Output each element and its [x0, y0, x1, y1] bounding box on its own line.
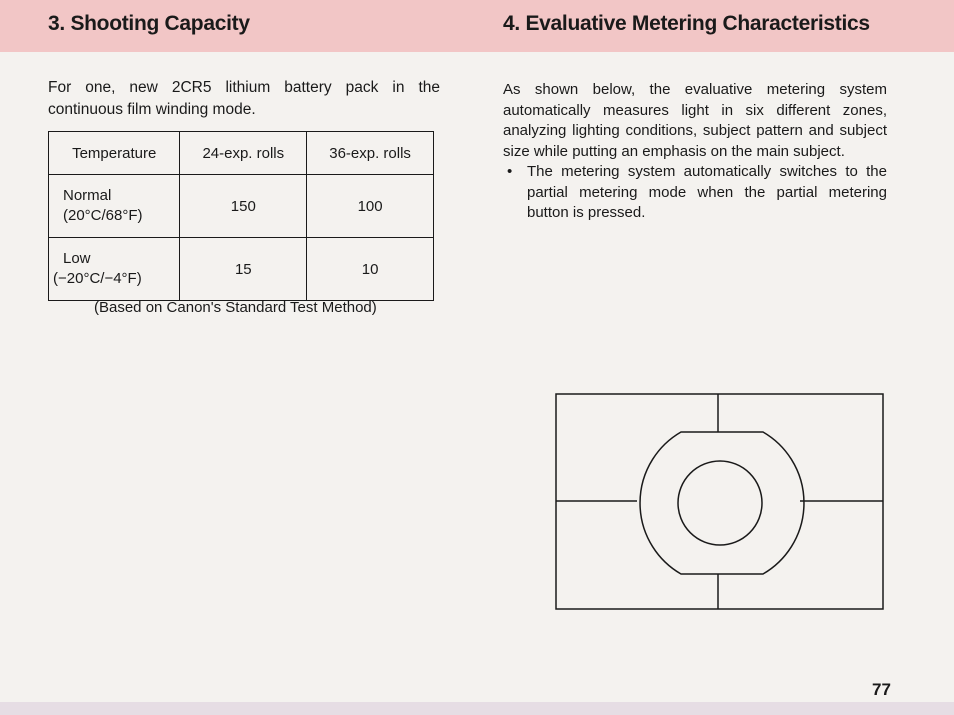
evaluative-metering-text: [503, 80, 887, 224]
shooting-capacity-intro: For one, new 2CR5 lithium battery pack in the continuous film winding mode.: [48, 79, 440, 118]
heading-shooting-capacity: 3. Shooting Capacity: [48, 12, 250, 35]
heading-evaluative-metering: 4. Evaluative Metering Characteristics: [503, 12, 870, 35]
cell-24-exp: 150: [180, 175, 307, 238]
row-label-line2: (−20°C/−4°F): [53, 270, 142, 287]
row-label-normal: [49, 175, 180, 238]
cell-24-exp: 15: [180, 238, 307, 301]
table-row: [49, 175, 434, 238]
metering-paragraph: As shown below, the evaluative metering system automatically measures light in six different zones, analyzing lighting conditions, subject pattern and subject size while putting an emphasis on the main subject.: [503, 81, 887, 160]
row-label-line1: Normal: [63, 187, 112, 204]
header-temperature: Temperature: [49, 132, 180, 175]
page-number: 77: [872, 680, 891, 699]
zone-outer-center: [640, 432, 804, 574]
bullet-text: The metering system automatically switches to the partial metering mode when the partial metering button is pressed.: [527, 163, 887, 221]
test-method-note: (Based on Canon's Standard Test Method): [94, 299, 377, 316]
shooting-capacity-table: [48, 131, 434, 301]
table-header-row: [49, 132, 434, 175]
row-label-low: [49, 238, 180, 301]
header-24-exp: 24-exp. rolls: [180, 132, 307, 175]
bullet-item: [503, 162, 887, 224]
header-36-exp: 36-exp. rolls: [307, 132, 434, 175]
cell-36-exp: 100: [307, 175, 434, 238]
metering-zones-diagram: [555, 393, 885, 613]
bottom-edge-band: [0, 702, 954, 715]
zone-center-circle: [678, 461, 762, 545]
section-header-band: [0, 0, 954, 52]
row-label-line2: (20°C/68°F): [63, 207, 143, 224]
table-row: [49, 238, 434, 301]
bullet-dot-icon: •: [507, 163, 513, 180]
cell-36-exp: 10: [307, 238, 434, 301]
row-label-line1: Low: [63, 250, 91, 267]
